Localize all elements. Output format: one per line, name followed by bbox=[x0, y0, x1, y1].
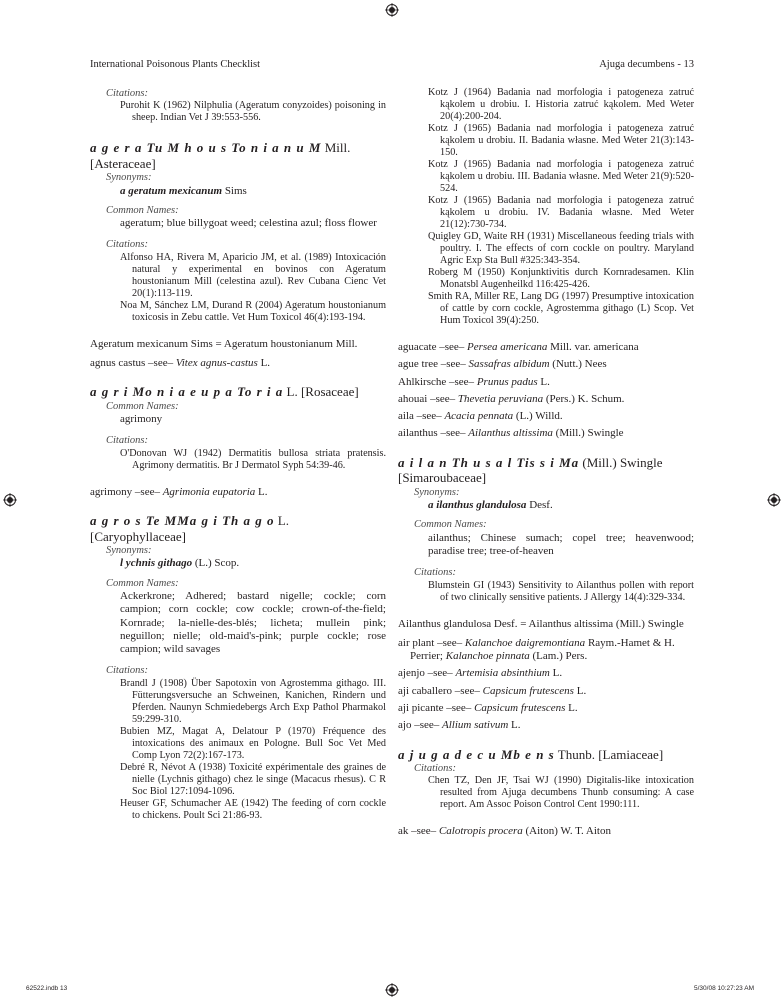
citations-label: Citations: bbox=[106, 435, 149, 447]
citation: Debré R, Névot A (1938) Toxicité expérimentale des graines de nielle (Lychnis githago) chez le singe (Macacus rhesus). C R Soc Biol 127:1094-1096. bbox=[120, 761, 386, 797]
entry-agrimonia-eupatoria bbox=[90, 384, 386, 400]
citation: Chen TZ, Den JF, Tsai WJ (1990) Digitalis-like intoxication resulted from Ajuga decumbens Thunb consuming: A case report. Am Assoc Poison Control Cent 1990:111. bbox=[428, 775, 694, 811]
scientific-name: a i l a n Th u s a l Tis s i Ma bbox=[398, 454, 580, 470]
left-column bbox=[90, 87, 386, 822]
citation: Roberg M (1950) Konjunktivitis durch Kornradesamen. Klin Monatsbl Augenheilkd 116:425-426. bbox=[428, 267, 694, 290]
synonym bbox=[120, 557, 386, 570]
cross-reference: Ahlkirsche –see– Prunus padus L. bbox=[398, 375, 550, 388]
cross-reference: ajo –see– Allium sativum L. bbox=[398, 719, 521, 732]
scientific-name: a j u g a d e c u Mb e n s bbox=[398, 746, 555, 762]
citation: Noa M, Sánchez LM, Durand R (2004) Ageratum houstonianum toxicosis in Zebu cattle. Vet Hum Toxicol 46(4):193-194. bbox=[120, 299, 386, 323]
citation: Bubien MZ, Magat A, Delatour P (1970) Fréquence des intoxications des animaux en Pologne. Bull Soc Vet Med Comp Lyon 72(2):167-173. bbox=[120, 725, 386, 761]
author: L. bbox=[277, 513, 289, 529]
family: [Lamiaceae] bbox=[598, 746, 664, 762]
cross-reference: agnus castus –see– Vitex agnus-castus L. bbox=[90, 357, 271, 370]
cross-reference: aji caballero –see– Capsicum frutescens L. bbox=[398, 684, 587, 697]
common-names-label: Common Names: bbox=[106, 400, 179, 412]
common-names: ageratum; blue billygoat weed; celestina azul; floss flower bbox=[120, 217, 377, 230]
common-names: Ackerkrone; Adhered; bastard nigelle; cockle; corn campion; corn cockle; cow cockle; crown-of-the-field; Kornrade; la-nielle-des-blés; licheta; mullein pink; neguillon; nielle; old-maid's-pink; purple cockle; rose campion; wild savages bbox=[120, 589, 386, 656]
citations-label: Citations: bbox=[106, 239, 149, 251]
synonym bbox=[428, 499, 694, 512]
cross-reference: ahouai –see– Thevetia peruviana (Pers.) K. Schum. bbox=[398, 392, 625, 405]
citation: Smith RA, Miller RE, Lang DG (1997) Presumptive intoxication of cattle by corn cockle, Agrostemma githago (L) Scop. Vet Hum Toxicol 39(4):250. bbox=[428, 291, 694, 326]
synonym-name: a ilanthus glandulosa bbox=[428, 499, 527, 512]
author: Thunb. bbox=[557, 746, 595, 762]
citation: Heuser GF, Schumacher AE (1942) The feeding of corn cockle to chickens. Poult Sci 21:86-93. bbox=[120, 797, 386, 821]
scientific-name: a g e r a Tu M h o u s To n i a n u M bbox=[90, 140, 322, 156]
cross-reference: ailanthus –see– Ailanthus altissima (Mill.) Swingle bbox=[398, 427, 624, 440]
cross-reference: aguacate –see– Persea americana Mill. var. americana bbox=[398, 341, 639, 353]
synonym-name: l ychnis githago bbox=[120, 557, 193, 570]
family: [Asteraceae] bbox=[90, 155, 156, 171]
citation: Alfonso HA, Rivera M, Aparicio JM, et al. (1989) Intoxicación natural y experimental en bovinos con Ageratum houstonianum Mill (celestina azul). Rev Cubana Cienc Vet 20(1):113-119. bbox=[120, 251, 386, 299]
file-slug: 62522.indb 13 bbox=[26, 985, 68, 992]
author: L. bbox=[286, 384, 298, 400]
registration-mark-left bbox=[3, 493, 17, 507]
cross-reference: agrimony –see– Agrimonia eupatoria L. bbox=[90, 485, 268, 498]
cross-reference: aji picante –see– Capsicum frutescens L. bbox=[398, 702, 578, 715]
citation: Blumstein GI (1943) Sensitivity to Ailanthus pollen with report of two clinically sensitive patients. J Allergy 14(4):329-334. bbox=[428, 579, 694, 603]
synonym bbox=[120, 185, 386, 198]
cross-reference: aila –see– Acacia pennata (L.) Willd. bbox=[398, 410, 563, 423]
citation: Quigley GD, Waite RH (1931) Miscellaneous feeding trials with poultry. I. The effects of corn cockle on poultry. Maryland Agric Exp Sta Bull #325:343-354. bbox=[428, 231, 694, 266]
page-header-right: Ajuga decumbens - 13 bbox=[599, 59, 694, 70]
scientific-name: a g r i Mo n i a e u p a To r i a bbox=[90, 384, 284, 400]
synonym-equivalence: Ailanthus glandulosa Desf. = Ailanthus altissima (Mill.) Swingle bbox=[398, 617, 684, 630]
scientific-name: a g r o s Te MMa g i Th a g o bbox=[90, 513, 275, 529]
common-names: agrimony bbox=[120, 413, 163, 426]
citation: Kotz J (1965) Badania nad morfologia i patogeneza zatruć kąkolem u drobiu. II. Badania własne. Med Weter 21(3):143-150. bbox=[428, 123, 694, 158]
citation: Brandl J (1908) Über Sapotoxin von Agrostemma githago. III. Fütterungsversuche an Schweinen, Kanichen, Rindern und Pferden. Naunyn Schmiedebergs Arch Exp Pathol Pharmakol 59:299-310. bbox=[120, 677, 386, 725]
citations-label: Citations: bbox=[414, 567, 457, 579]
citation: Kotz J (1965) Badania nad morfologia i patogeneza zatruć kąkolem u drobiu. IV. Badania własne. Med Weter 21(12):730-734. bbox=[428, 195, 694, 230]
citation: O'Donovan WJ (1942) Dermatitis bullosa striata pratensis. Agrimony dermatitis. Br J Dermatol Syph 54:39-46. bbox=[120, 447, 386, 471]
entry-ageratum-houstonianum bbox=[90, 140, 386, 171]
synonym-name: a geratum mexicanum bbox=[120, 184, 223, 197]
synonyms-label: Synonyms: bbox=[414, 486, 460, 498]
author: (Mill.) Swingle bbox=[582, 454, 663, 470]
common-names: ailanthus; Chinese sumach; copel tree; heavenwood; paradise tree; tree-of-heaven bbox=[428, 531, 694, 557]
citations-label: Citations: bbox=[106, 88, 149, 99]
common-names-label: Common Names: bbox=[106, 204, 179, 216]
family: [Caryophyllaceae] bbox=[90, 528, 187, 544]
citations-label: Citations: bbox=[414, 763, 457, 775]
print-timestamp: 5/30/08 10:27:23 AM bbox=[694, 985, 754, 992]
registration-mark-bottom bbox=[385, 983, 399, 997]
synonym-author: Desf. bbox=[529, 499, 553, 512]
cross-reference: ajenjo –see– Artemisia absinthium L. bbox=[398, 667, 563, 680]
synonyms-label: Synonyms: bbox=[106, 545, 152, 557]
family: [Rosaceae] bbox=[300, 384, 359, 400]
registration-mark-top bbox=[385, 3, 399, 17]
entry-agrostemma-githago bbox=[90, 513, 386, 544]
cross-reference: ague tree –see– Sassafras albidum (Nutt.) Nees bbox=[398, 358, 607, 371]
common-names-label: Common Names: bbox=[414, 519, 487, 531]
cross-reference: ak –see– Calotropis procera (Aiton) W. T. Aiton bbox=[398, 825, 611, 838]
citation: Kotz J (1965) Badania nad morfologia i patogeneza zatruć kąkolem u drobiu. III. Badania własne. Med Weter 21(9):520-524. bbox=[428, 159, 694, 194]
citation: Kotz J (1964) Badania nad morfologia i patogeneza zatruć kąkolem u drobiu. I. Historia zatruć kąkolem. Med Weter 20(4):200-204. bbox=[428, 87, 694, 122]
citation: Purohit K (1962) Nilphulia (Ageratum conyzoides) poisoning in sheep. Indian Vet J 39:553-556. bbox=[120, 100, 386, 124]
entry-ailanthus-altissima bbox=[398, 455, 694, 486]
synonym-equivalence: Ageratum mexicanum Sims = Ageratum houstonianum Mill. bbox=[90, 337, 358, 350]
registration-mark-right bbox=[767, 493, 781, 507]
entry-ajuga-decumbens bbox=[398, 747, 694, 763]
right-column bbox=[398, 87, 694, 839]
cross-reference: air plant –see– Kalanchoe daigremontiana Raym.-Hamet & H. Perrier; Kalanchoe pinnata (Lam.) Pers. bbox=[398, 636, 675, 663]
author: Mill. bbox=[324, 140, 351, 156]
synonym-author: (L.) Scop. bbox=[194, 557, 240, 570]
synonyms-label: Synonyms: bbox=[106, 172, 152, 184]
family: [Simaroubaceae] bbox=[398, 470, 487, 486]
citations-label: Citations: bbox=[106, 665, 149, 677]
common-names-label: Common Names: bbox=[106, 577, 179, 589]
synonym-author: Sims bbox=[224, 184, 247, 197]
book-title: International Poisonous Plants Checklist bbox=[90, 59, 261, 70]
